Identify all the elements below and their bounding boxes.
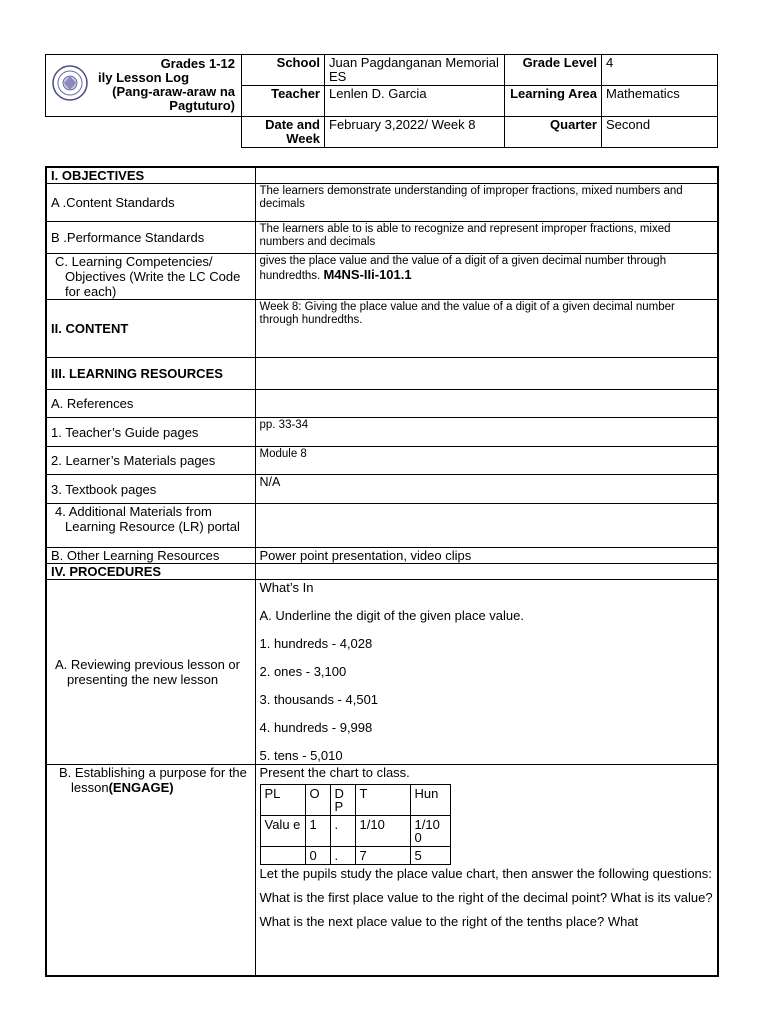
chart-cell: D P [330,785,355,816]
review-line: 2. ones - 3,100 [259,664,347,679]
date-week-value: February 3,2022/ Week 8 [325,117,505,148]
chart-cell: 0 [305,847,330,865]
empty-cell [255,167,718,184]
title-line-4: Pagtuturo) [169,98,235,113]
school-value: Juan Pagdanganan Memorial ES [325,55,505,86]
chart-cell [260,847,305,865]
question-1: What is the first place value to the right of the decimal point? What is its value? [259,890,713,905]
chart-cell: . [330,816,355,847]
procedure-a-lines [260,580,714,763]
chart-cell: 1 [305,816,330,847]
lc-code: M4NS-IIi-101.1 [323,267,412,282]
empty-cell [255,504,718,548]
table-row [46,580,718,765]
procedure-b-label: B. Establishing a purpose for the lesson(ENGAGE) [46,765,255,976]
chart-cell: 1/10 [355,816,410,847]
chart-cell: 5 [410,847,450,865]
quarter-value: Second [602,117,718,148]
place-value-chart [260,784,451,865]
table-row [46,418,718,447]
table-row [46,184,718,222]
references-label: A. References [46,390,255,418]
teachers-guide-label: 1. Teacher’s Guide pages [46,418,255,447]
learning-area-value: Mathematics [602,86,718,117]
date-week-label: Date and Week [242,117,325,148]
chart-cell: 1/10 0 [410,816,450,847]
chart-row [260,847,450,865]
teacher-label: Teacher [242,86,325,117]
deped-seal-icon [52,65,88,101]
chart-instruction: Let the pupils study the place value chart, then answer the following questions: [259,866,712,881]
table-row [46,167,718,184]
review-line: 1. hundreds - 4,028 [259,636,373,651]
content-standards-value: The learners demonstrate understanding of improper fractions, mixed numbers and decimals [255,184,718,222]
review-line: What’s In [259,580,314,595]
learners-materials-label: 2. Learner’s Materials pages [46,447,255,475]
table-row [46,358,718,390]
content-standards-label: A .Content Standards [46,184,255,222]
review-line: 3. thousands - 4,501 [259,692,379,707]
title-spacer [46,117,242,148]
competencies-label: C. Learning Competencies/ Objectives (Write the LC Code for each) [46,254,255,300]
textbook-value: N/A [255,475,718,504]
procedures-heading: IV. PROCEDURES [46,564,255,580]
table-row [46,300,718,358]
review-line: 5. tens - 5,010 [259,748,343,763]
content-value: Week 8: Giving the place value and the value of a digit of a given decimal number through hundredths. [255,300,718,358]
chart-row [260,816,450,847]
procedure-a-content [255,580,718,765]
chart-cell: PL [260,785,305,816]
teacher-value: Lenlen D. Garcia [325,86,505,117]
empty-cell [255,390,718,418]
procedure-a-label: A. Reviewing previous lesson or presenting the new lesson [46,580,255,765]
textbook-label: 3. Textbook pages [46,475,255,504]
teachers-guide-value: pp. 33-34 [255,418,718,447]
content-heading: II. CONTENT [46,300,255,358]
log-title [46,55,242,117]
chart-cell: Hun [410,785,450,816]
learners-materials-value: Module 8 [255,447,718,475]
empty-cell [255,564,718,580]
table-row [46,765,718,976]
table-row [46,390,718,418]
chart-cell: 7 [355,847,410,865]
chart-cell: Valu e [260,816,305,847]
performance-standards-label: B .Performance Standards [46,222,255,254]
review-line: 4. hundreds - 9,998 [259,720,373,735]
chart-cell: O [305,785,330,816]
other-resources-label: B. Other Learning Resources [46,548,255,564]
table-row [46,548,718,564]
table-row [46,475,718,504]
table-row [46,254,718,300]
chart-intro: Present the chart to class. [259,765,410,780]
competencies-value [255,254,718,300]
chart-row [260,785,450,816]
additional-materials-label: 4. Additional Materials from Learning Resource (LR) portal [46,504,255,548]
other-resources-value: Power point presentation, video clips [255,548,718,564]
table-row [46,222,718,254]
title-line-2: ily Lesson Log [98,70,190,85]
table-row [46,564,718,580]
lesson-log-table [45,166,719,977]
chart-cell: . [330,847,355,865]
title-line-1: Grades 1-12 [160,56,235,71]
learning-resources-heading: III. LEARNING RESOURCES [46,358,255,390]
grade-level-value: 4 [602,55,718,86]
competencies-text: gives the place value and the value of a digit of a given decimal number through hundredths. [259,255,667,282]
header-table [45,54,718,148]
school-label: School [242,55,325,86]
learning-area-label: Learning Area [505,86,602,117]
table-row [46,447,718,475]
question-2: What is the next place value to the right of the tenths place? What [259,914,639,929]
chart-cell: T [355,785,410,816]
performance-standards-value: The learners able to is able to recognize and represent improper fractions, mixed numbers and decimals [255,222,718,254]
grade-level-label: Grade Level [505,55,602,86]
title-line-3: (Pang-araw-araw na [112,84,235,99]
objectives-heading: I. OBJECTIVES [46,167,255,184]
quarter-label: Quarter [505,117,602,148]
table-row [46,504,718,548]
procedure-b-content [255,765,718,976]
review-line: A. Underline the digit of the given place value. [259,608,525,623]
empty-cell [255,358,718,390]
